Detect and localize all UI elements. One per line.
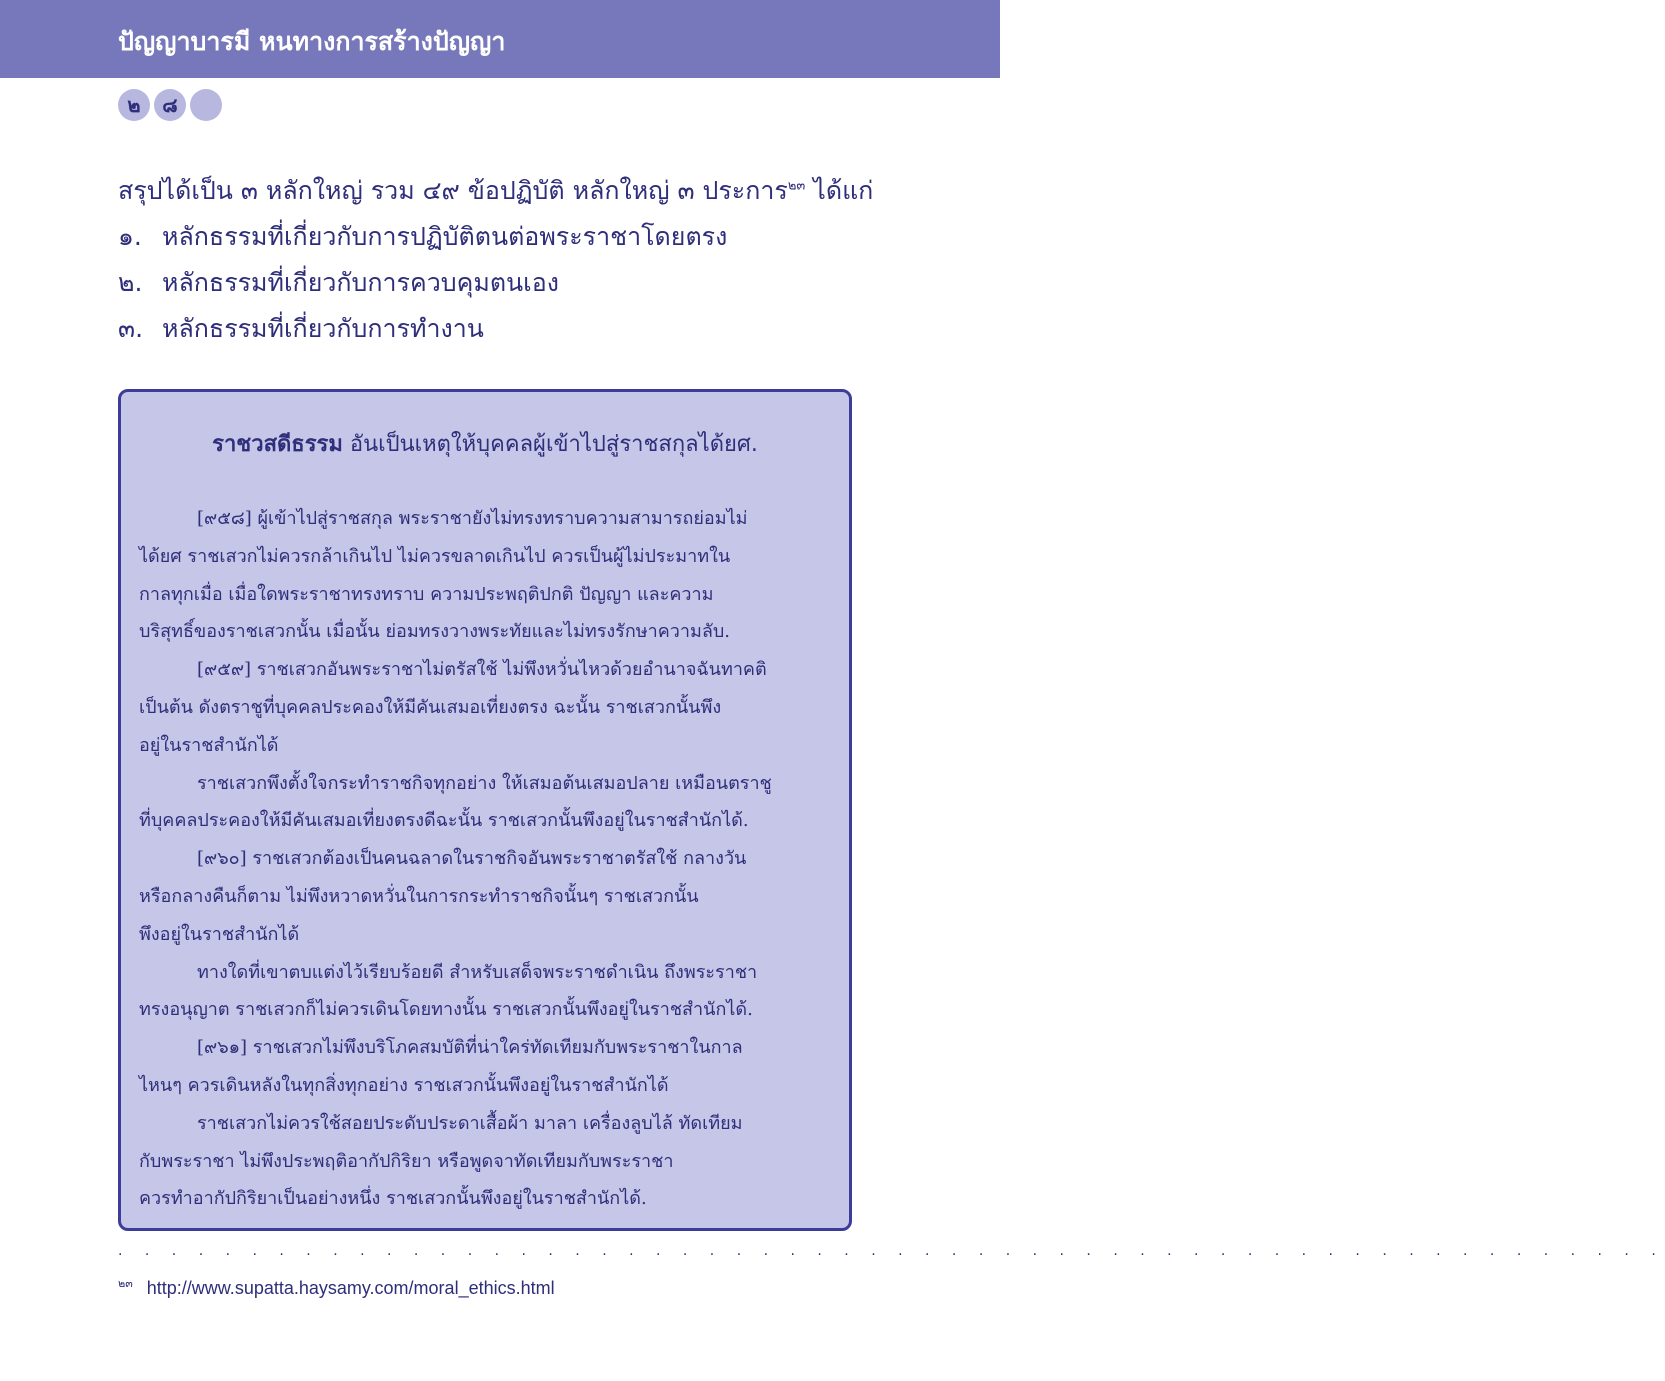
quote-line: [๙๖๑] ราชเสวกไม่พึงบริโภคสมบัติที่น่าใคร่ทัดเทียมกับพระราชาในกาล	[197, 1037, 743, 1059]
list-item-text: หลักธรรมที่เกี่ยวกับการปฏิบัติตนต่อพระราชาโดยตรง	[162, 222, 728, 251]
quote-box-body	[139, 500, 834, 1218]
summary-text: สรุปได้เป็น ๓ หลักใหญ่ รวม ๔๙ ข้อปฏิบัติ หลักใหญ่ ๓ ประการ	[118, 176, 788, 205]
quote-line: [๙๖๐] ราชเสวกต้องเป็นคนฉลาดในราชกิจอันพระราชาตรัสใช้ กลางวัน	[197, 848, 747, 870]
page-number-digit: ๒	[118, 89, 150, 121]
quote-line: กาลทุกเมื่อ เมื่อใดพระราชาทรงทราบ ความประพฤติปกติ ปัญญา และความ	[139, 583, 714, 605]
summary-end: ได้แก่	[805, 176, 874, 205]
footnote-divider: . . . . . . . . . . . . . . . . . . . . . . . . . . . . . . . . . . . . . . . . . . . . . . . . . . . . . . . . . .	[118, 1243, 1665, 1259]
list-item-text: หลักธรรมที่เกี่ยวกับการควบคุมตนเอง	[162, 268, 559, 297]
page-number-digit: ๘	[154, 89, 186, 121]
quote-line: ทรงอนุญาต ราชเสวกก็ไม่ควรเดินโดยทางนั้น ราชเสวกนั้นพึงอยู่ในราชสำนักได้.	[139, 999, 753, 1021]
quote-line: ไหนๆ ควรเดินหลังในทุกสิ่งทุกอย่าง ราชเสวกนั้นพึงอยู่ในราชสำนักได้	[139, 1074, 669, 1096]
page-number-decoration	[190, 89, 222, 121]
quote-box-title-bold: ราชวสดีธรรม	[212, 432, 343, 457]
quote-line: ราชเสวกพึงตั้งใจกระทำราชกิจทุกอย่าง ให้เสมอต้นเสมอปลาย เหมือนตราชู	[197, 772, 772, 794]
list-item-text: หลักธรรมที่เกี่ยวกับการทำงาน	[162, 314, 484, 343]
quote-line: ทางใดที่เขาตบแต่งไว้เรียบร้อยดี สำหรับเสด็จพระราชดำเนิน ถึงพระราชา	[197, 961, 758, 983]
quote-line: [๙๕๙] ราชเสวกอันพระราชาไม่ตรัสใช้ ไม่พึงหวั่นไหวด้วยอำนาจฉันทาคติ	[197, 659, 767, 681]
list-item-number: ๑.	[118, 222, 142, 251]
footnote	[118, 1274, 555, 1299]
list-item-number: ๒.	[118, 268, 143, 297]
quote-line: ได้ยศ ราชเสวกไม่ควรกล้าเกินไป ไม่ควรขลาดเกินไป ควรเป็นผู้ไม่ประมาทใน	[139, 545, 731, 567]
quote-box-title-rest: อันเป็นเหตุให้บุคคลผู้เข้าไปสู่ราชสกุลได้ยศ.	[342, 432, 758, 457]
list-item-number: ๓.	[118, 314, 144, 343]
quote-line: หรือกลางคืนก็ตาม ไม่พึงหวาดหวั่นในการกระทำราชกิจนั้นๆ ราชเสวกนั้น	[139, 885, 699, 907]
book-title: ปัญญาบารมี หนทางการสร้างปัญญา	[118, 27, 506, 56]
intro-section	[118, 168, 878, 352]
quote-box-title	[121, 426, 849, 461]
quote-line: พึงอยู่ในราชสำนักได้	[139, 923, 300, 945]
footnote-mark: ๒๓	[118, 1278, 133, 1290]
quote-line: บริสุทธิ์ของราชเสวกนั้น เมื่อนั้น ย่อมทรงวางพระทัยและไม่ทรงรักษาความลับ.	[139, 621, 731, 643]
footnote-url: http://www.supatta.haysamy.com/moral_ethics.html	[146, 1278, 555, 1298]
list-item	[118, 214, 878, 260]
quote-line: [๙๕๘] ผู้เข้าไปสู่ราชสกุล พระราชายังไม่ทรงทราบความสามารถย่อมไม่	[197, 508, 748, 529]
quote-line: กับพระราชา ไม่พึงประพฤติอากัปกิริยา หรือพูดจาทัดเทียมกับพระราชา	[139, 1150, 674, 1172]
quote-line: เป็นต้น ดังตราชูที่บุคคลประคองให้มีคันเสมอเที่ยงตรง ฉะนั้น ราชเสวกนั้นพึง	[139, 696, 722, 718]
quote-line: อยู่ในราชสำนักได้	[139, 734, 279, 756]
quote-line: ที่บุคคลประคองให้มีคันเสมอเที่ยงตรงดีฉะนั้น ราชเสวกนั้นพึงอยู่ในราชสำนักได้.	[139, 810, 749, 832]
summary-line	[118, 168, 878, 214]
list-item	[118, 260, 878, 306]
header-bar	[0, 0, 1000, 78]
list-item	[118, 306, 878, 352]
quote-line: ราชเสวกไม่ควรใช้สอยประดับประดาเสื้อผ้า มาลา เครื่องลูบไล้ ทัดเทียม	[197, 1112, 743, 1134]
quote-box	[118, 389, 852, 1231]
page-number	[118, 89, 226, 121]
quote-line: ควรทำอากัปกิริยาเป็นอย่างหนึ่ง ราชเสวกนั้นพึงอยู่ในราชสำนักได้.	[139, 1188, 647, 1210]
footnote-reference: ๒๓	[787, 178, 806, 194]
